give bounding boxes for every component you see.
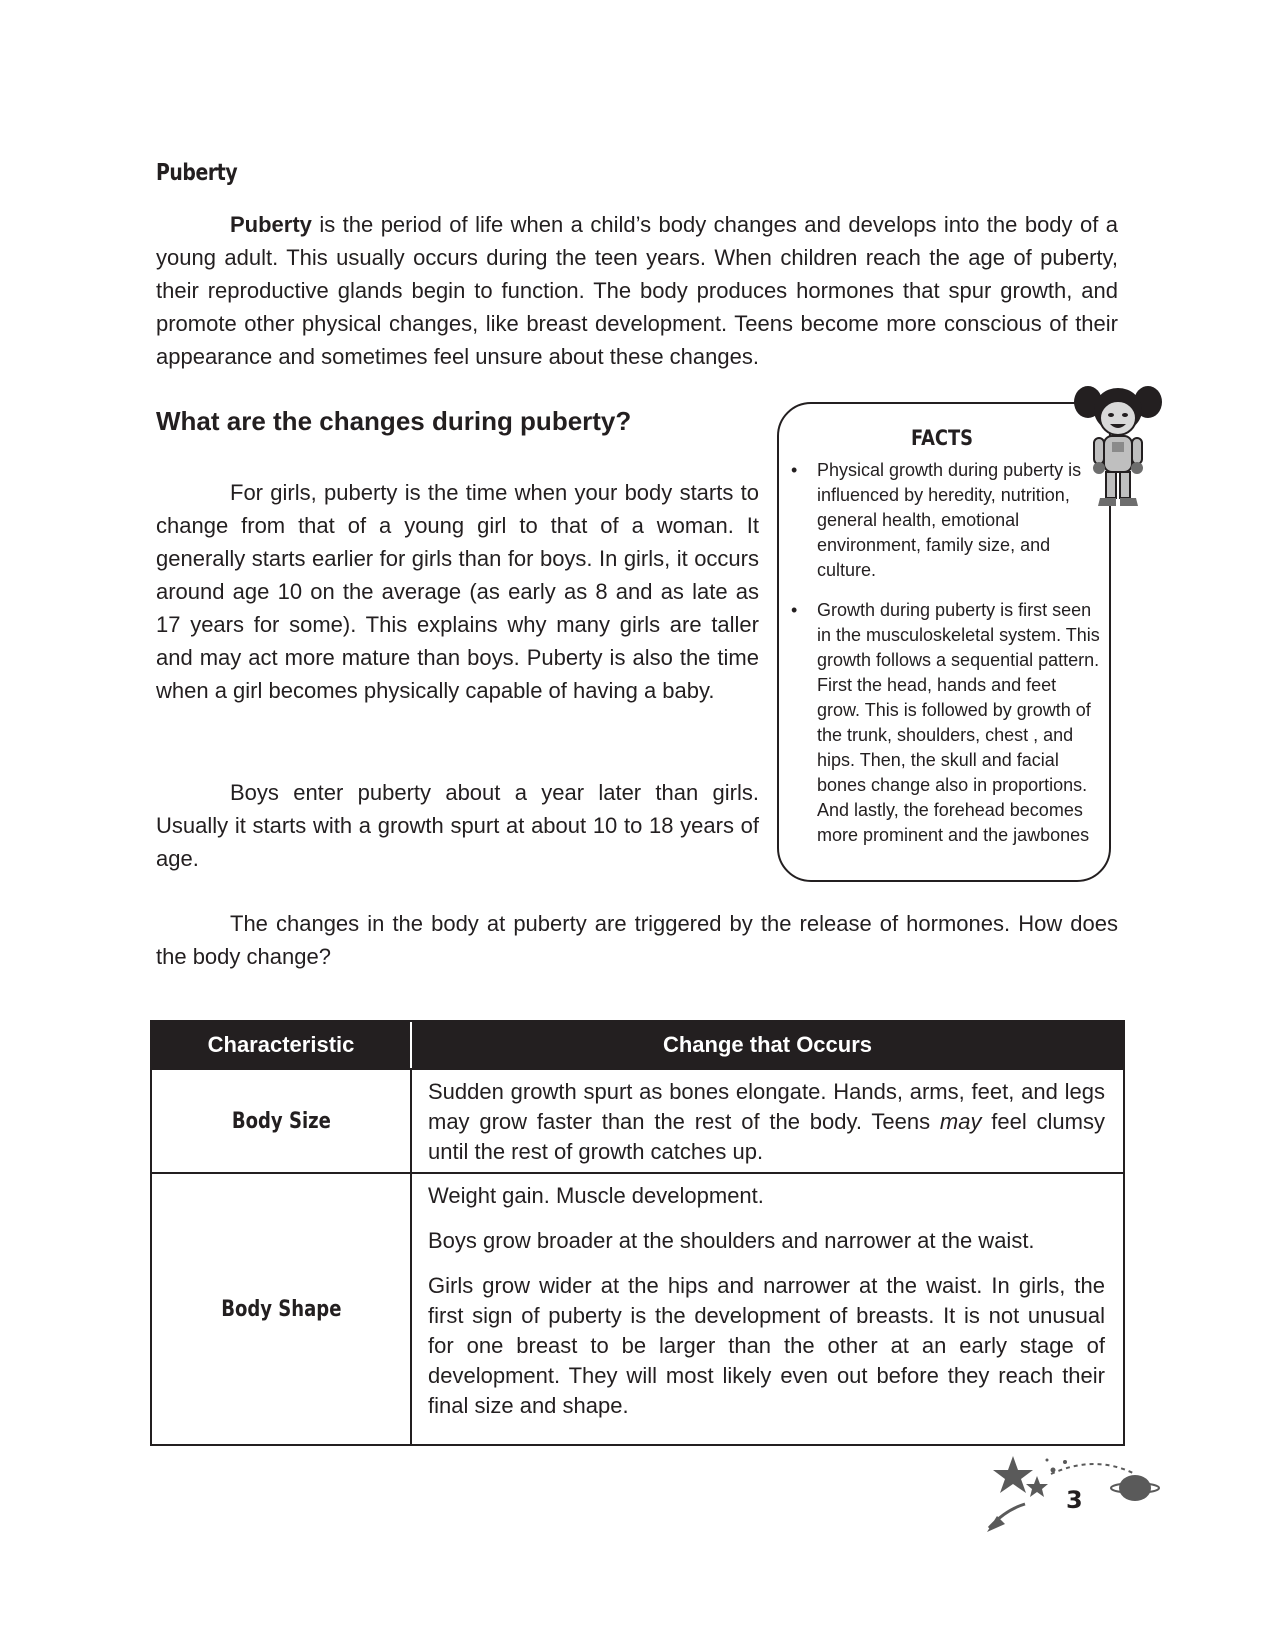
change-cell <box>412 1174 1123 1444</box>
characteristic-label: Body Size <box>231 1108 331 1134</box>
changes-table <box>150 1020 1125 1446</box>
girl-astronaut-illustration <box>1068 380 1168 510</box>
section-label: Puberty <box>156 160 238 186</box>
table-row <box>152 1172 1123 1444</box>
facts-box <box>777 402 1111 882</box>
fact-item <box>789 598 1101 848</box>
change-text: Weight gain. Muscle development. <box>428 1183 764 1208</box>
fact-text: Growth during puberty is first seen in the musculoskeletal system. This growth follows a sequential pattern. First the head, hands and feet grow. This is followed by growth of the trunk, shoulders, chest , and hips. Then, the skull and facial bones change also in proportions. And lastly, the forehead becomes more prominent and the jawbones <box>817 600 1100 845</box>
change-text-emphasis: may <box>939 1109 982 1134</box>
characteristic-cell <box>152 1070 412 1172</box>
trigger-text: The changes in the body at puberty are triggered by the release of hormones. How does the body change? <box>156 911 1118 969</box>
header-change: Change that Occurs <box>662 1032 873 1057</box>
facts-title: FACTS <box>910 426 974 450</box>
boys-text: Boys enter puberty about a year later than girls. Usually it starts with a growth spurt at about 10 to 18 years of age. <box>156 780 759 871</box>
fact-text: Physical growth during puberty is influenced by heredity, nutrition, general health, emotional environment, family size, and culture. <box>817 460 1082 580</box>
intro-paragraph <box>156 208 1118 373</box>
girls-text: For girls, puberty is the time when your body starts to change from that of a young girl to that of a woman. It generally starts earlier for girls than for boys. In girls, it occurs around age 10 on the average (as early as 8 and as late as 17 years for some). This explains why many girls are taller and may act more mature than boys. Puberty is also the time when a girl becomes physically capable of having a baby. <box>156 480 759 703</box>
characteristic-label: Body Shape <box>220 1296 342 1322</box>
change-text <box>428 1077 1105 1167</box>
girls-paragraph <box>156 476 759 707</box>
characteristic-cell <box>152 1174 412 1444</box>
trigger-paragraph <box>156 907 1118 973</box>
change-text: Boys grow broader at the shoulders and narrower at the waist. <box>428 1228 1035 1253</box>
change-text-end: feel clumsy until the rest of growth catches up. <box>428 1109 1105 1164</box>
change-text: Girls grow wider at the hips and narrower at the waist. In girls, the first sign of puberty is the development of breasts. It is not unusual for one breast to be larger than the other at an early stage of development. They will most likely even out before they reach their final size and shape. <box>428 1273 1105 1418</box>
change-cell <box>412 1070 1123 1172</box>
boys-paragraph <box>156 776 759 875</box>
intro-term: Puberty <box>230 212 312 237</box>
bullet-icon: • <box>791 460 798 480</box>
header-characteristic: Characteristic <box>152 1022 412 1068</box>
table-row <box>152 1068 1123 1172</box>
changes-subheading: What are the changes during puberty? <box>156 406 632 436</box>
fact-item <box>789 458 1101 583</box>
change-text-start: Sudden growth spurt as bones elongate. Hands, arms, feet, and legs may grow faster than the rest of the body. Teens <box>428 1079 1105 1134</box>
intro-text: is the period of life when a child’s body changes and develops into the body of a young adult. This usually occurs during the teen years. When children reach the age of puberty, their reproductive glands begin to function. The body produces hormones that spur growth, and promote other physical changes, like breast development. Teens become more conscious of their appearance and sometimes feel unsure about these changes. <box>156 212 1118 369</box>
page-number: 3 <box>1066 1486 1083 1514</box>
table-header <box>152 1022 1123 1068</box>
facts-list <box>789 458 1101 848</box>
bullet-icon: • <box>791 600 798 620</box>
